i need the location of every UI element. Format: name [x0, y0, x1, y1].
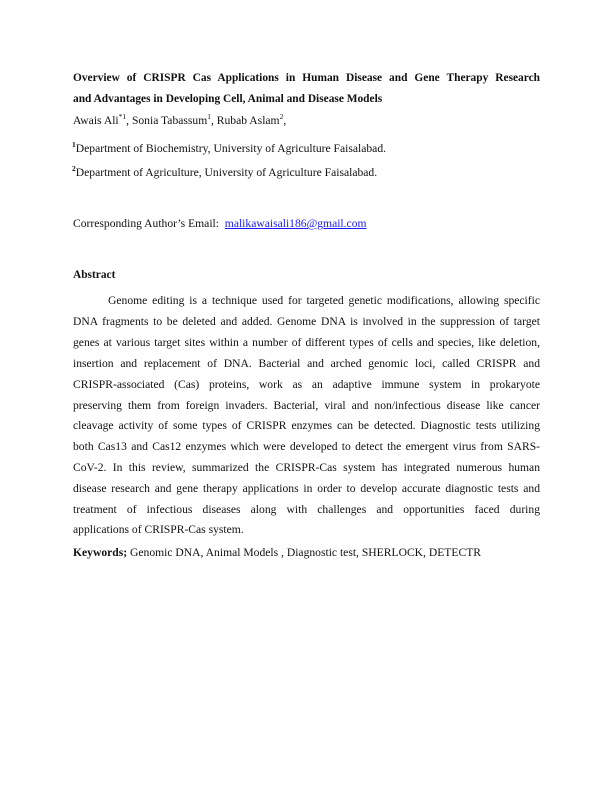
separator: , — [126, 114, 132, 127]
abstract-line: genes at various target sites within a number of different types of cells and species, like deletion, — [73, 336, 540, 349]
author-name: Sonia Tabassum — [131, 114, 208, 127]
title-line-1: Overview of CRISPR Cas Applications in Human Disease and Gene Therapy Research — [73, 72, 540, 84]
keywords-text: Genomic DNA, Animal Models , Diagnostic test, SHERLOCK, DETECTR — [127, 546, 482, 559]
affiliation-text: Department of Biochemistry, University of Agriculture Faisalabad. — [75, 142, 387, 155]
authors — [73, 114, 540, 128]
corresponding-email — [73, 217, 540, 231]
abstract-heading: Abstract — [73, 269, 116, 281]
author-mark: 2 — [279, 112, 284, 121]
keywords — [73, 546, 540, 560]
abstract-line: disease research and gene therapy applications in order to develop accurate diagnostic tests and — [73, 482, 540, 495]
abstract-line: cleavage activity of some types of CRISPR enzymes can be detected. Diagnostic tests utilizing — [73, 419, 540, 432]
keywords-label: Keywords; — [73, 546, 128, 559]
abstract-line: Genome editing is a technique used for targeted genetic modifications, allowing specific — [108, 294, 540, 307]
abstract-line: insertion and replacement of DNA. Bacterial and arched genomic loci, called CRISPR and — [73, 357, 540, 370]
abstract-line: CoV-2. In this review, summarized the CRISPR-Cas system has integrated numerous human — [73, 461, 540, 474]
author-name: Rubab Aslam — [216, 114, 280, 127]
abstract-line: both Cas13 and Cas12 enzymes which were developed to detect the emergent virus from SARS- — [73, 440, 540, 453]
abstract-line: CRISPR-associated (Cas) proteins, work as an adaptive immune system in prokaryote — [73, 378, 540, 391]
affiliation-1 — [72, 142, 539, 156]
affiliation-mark: 1 — [72, 140, 76, 149]
title-line-2: and Advantages in Developing Cell, Animal and Disease Models — [73, 93, 383, 105]
author-mark: 1 — [207, 112, 211, 121]
abstract-line: DNA fragments to be deleted and added. Genome DNA is involved in the suppression of target — [73, 315, 540, 328]
separator: , — [283, 114, 287, 127]
affiliation-mark: 2 — [72, 164, 76, 173]
affiliation-text: Department of Agriculture, University of Agriculture Faisalabad. — [75, 166, 378, 179]
affiliation-2 — [72, 166, 539, 180]
author-mark: *1 — [118, 112, 127, 121]
email-link[interactable]: malikawaisali186@gmail.com — [224, 217, 367, 230]
abstract-line: applications of CRISPR-Cas system. — [73, 523, 244, 536]
abstract-line: preserving them from foreign invaders. Bacterial, viral and non/infectious disease like cancer — [73, 399, 540, 412]
separator: , — [210, 114, 217, 127]
abstract-line: treatment of infectious diseases along with challenges and opportunities faced during — [73, 503, 540, 516]
author-name: Awais Ali — [73, 114, 119, 127]
email-label: Corresponding Author’s Email: — [73, 217, 219, 230]
